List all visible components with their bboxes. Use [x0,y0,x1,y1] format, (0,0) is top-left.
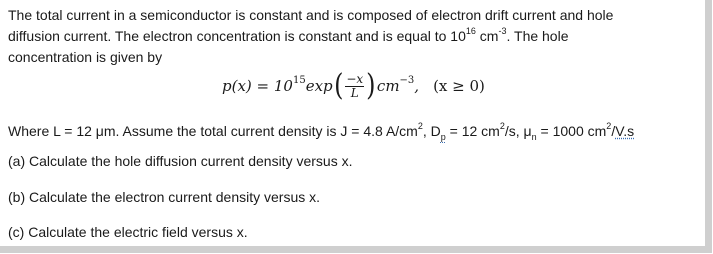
given-text-4: /s, μ [504,123,532,139]
intro-line-2-unit: cm [475,28,499,44]
given-exp-3: 2 [606,121,612,132]
given-exp-1: 2 [417,121,423,132]
given-text-6: / [611,123,616,139]
intro-line-2-text: diffusion current. The electron concentration is constant and is equal to 10 [8,28,466,44]
eq-unit: cm [376,77,400,95]
given-text-3: = 12 cm [445,123,500,139]
intro-line-2 [8,26,698,47]
eq-condition: (x ≥ 0) [433,77,485,95]
question-a: (a) Calculate the hole diffusion current density versus x. [8,153,353,169]
hole-concentration-equation [222,67,485,105]
given-text-2: , D [422,123,441,139]
given-unit-vs: V.s [615,123,635,139]
eq-fraction-denominator: L [350,85,359,100]
question-b: (b) Calculate the electron current density versus x. [8,189,321,205]
given-sub-n: n [531,131,537,142]
given-text-5: = 1000 cm [536,123,607,139]
given-text-1: Where L = 12 μm. Assume the total current density is J = 4.8 A/cm [8,123,418,139]
given-values [8,121,634,142]
intro-line-1: The total current in a semiconductor is constant and is composed of electron drift current and hole [8,7,614,23]
eq-fraction [345,73,364,100]
eq-fraction-numerator: −x [346,71,364,86]
eq-paren-open: ( [333,68,344,103]
eq-paren-close: ) [366,68,376,103]
given-exp-2: 2 [499,121,505,132]
eq-lhs-exponent: 15 [292,74,306,86]
eq-comma: , [414,77,420,95]
problem-intro [8,5,698,68]
question-c: (c) Calculate the electric field versus x. [8,224,248,240]
eq-lhs: p(x) = 10 [222,77,293,95]
eq-exp-function: exp [305,77,333,95]
electron-conc-exponent: 16 [465,26,476,37]
intro-line-2-end: . The hole [506,28,569,44]
unit-exponent: -3 [498,26,507,37]
intro-line-3: concentration is given by [8,49,163,65]
eq-unit-exponent: −3 [399,74,415,86]
given-sub-p: p [440,131,446,142]
